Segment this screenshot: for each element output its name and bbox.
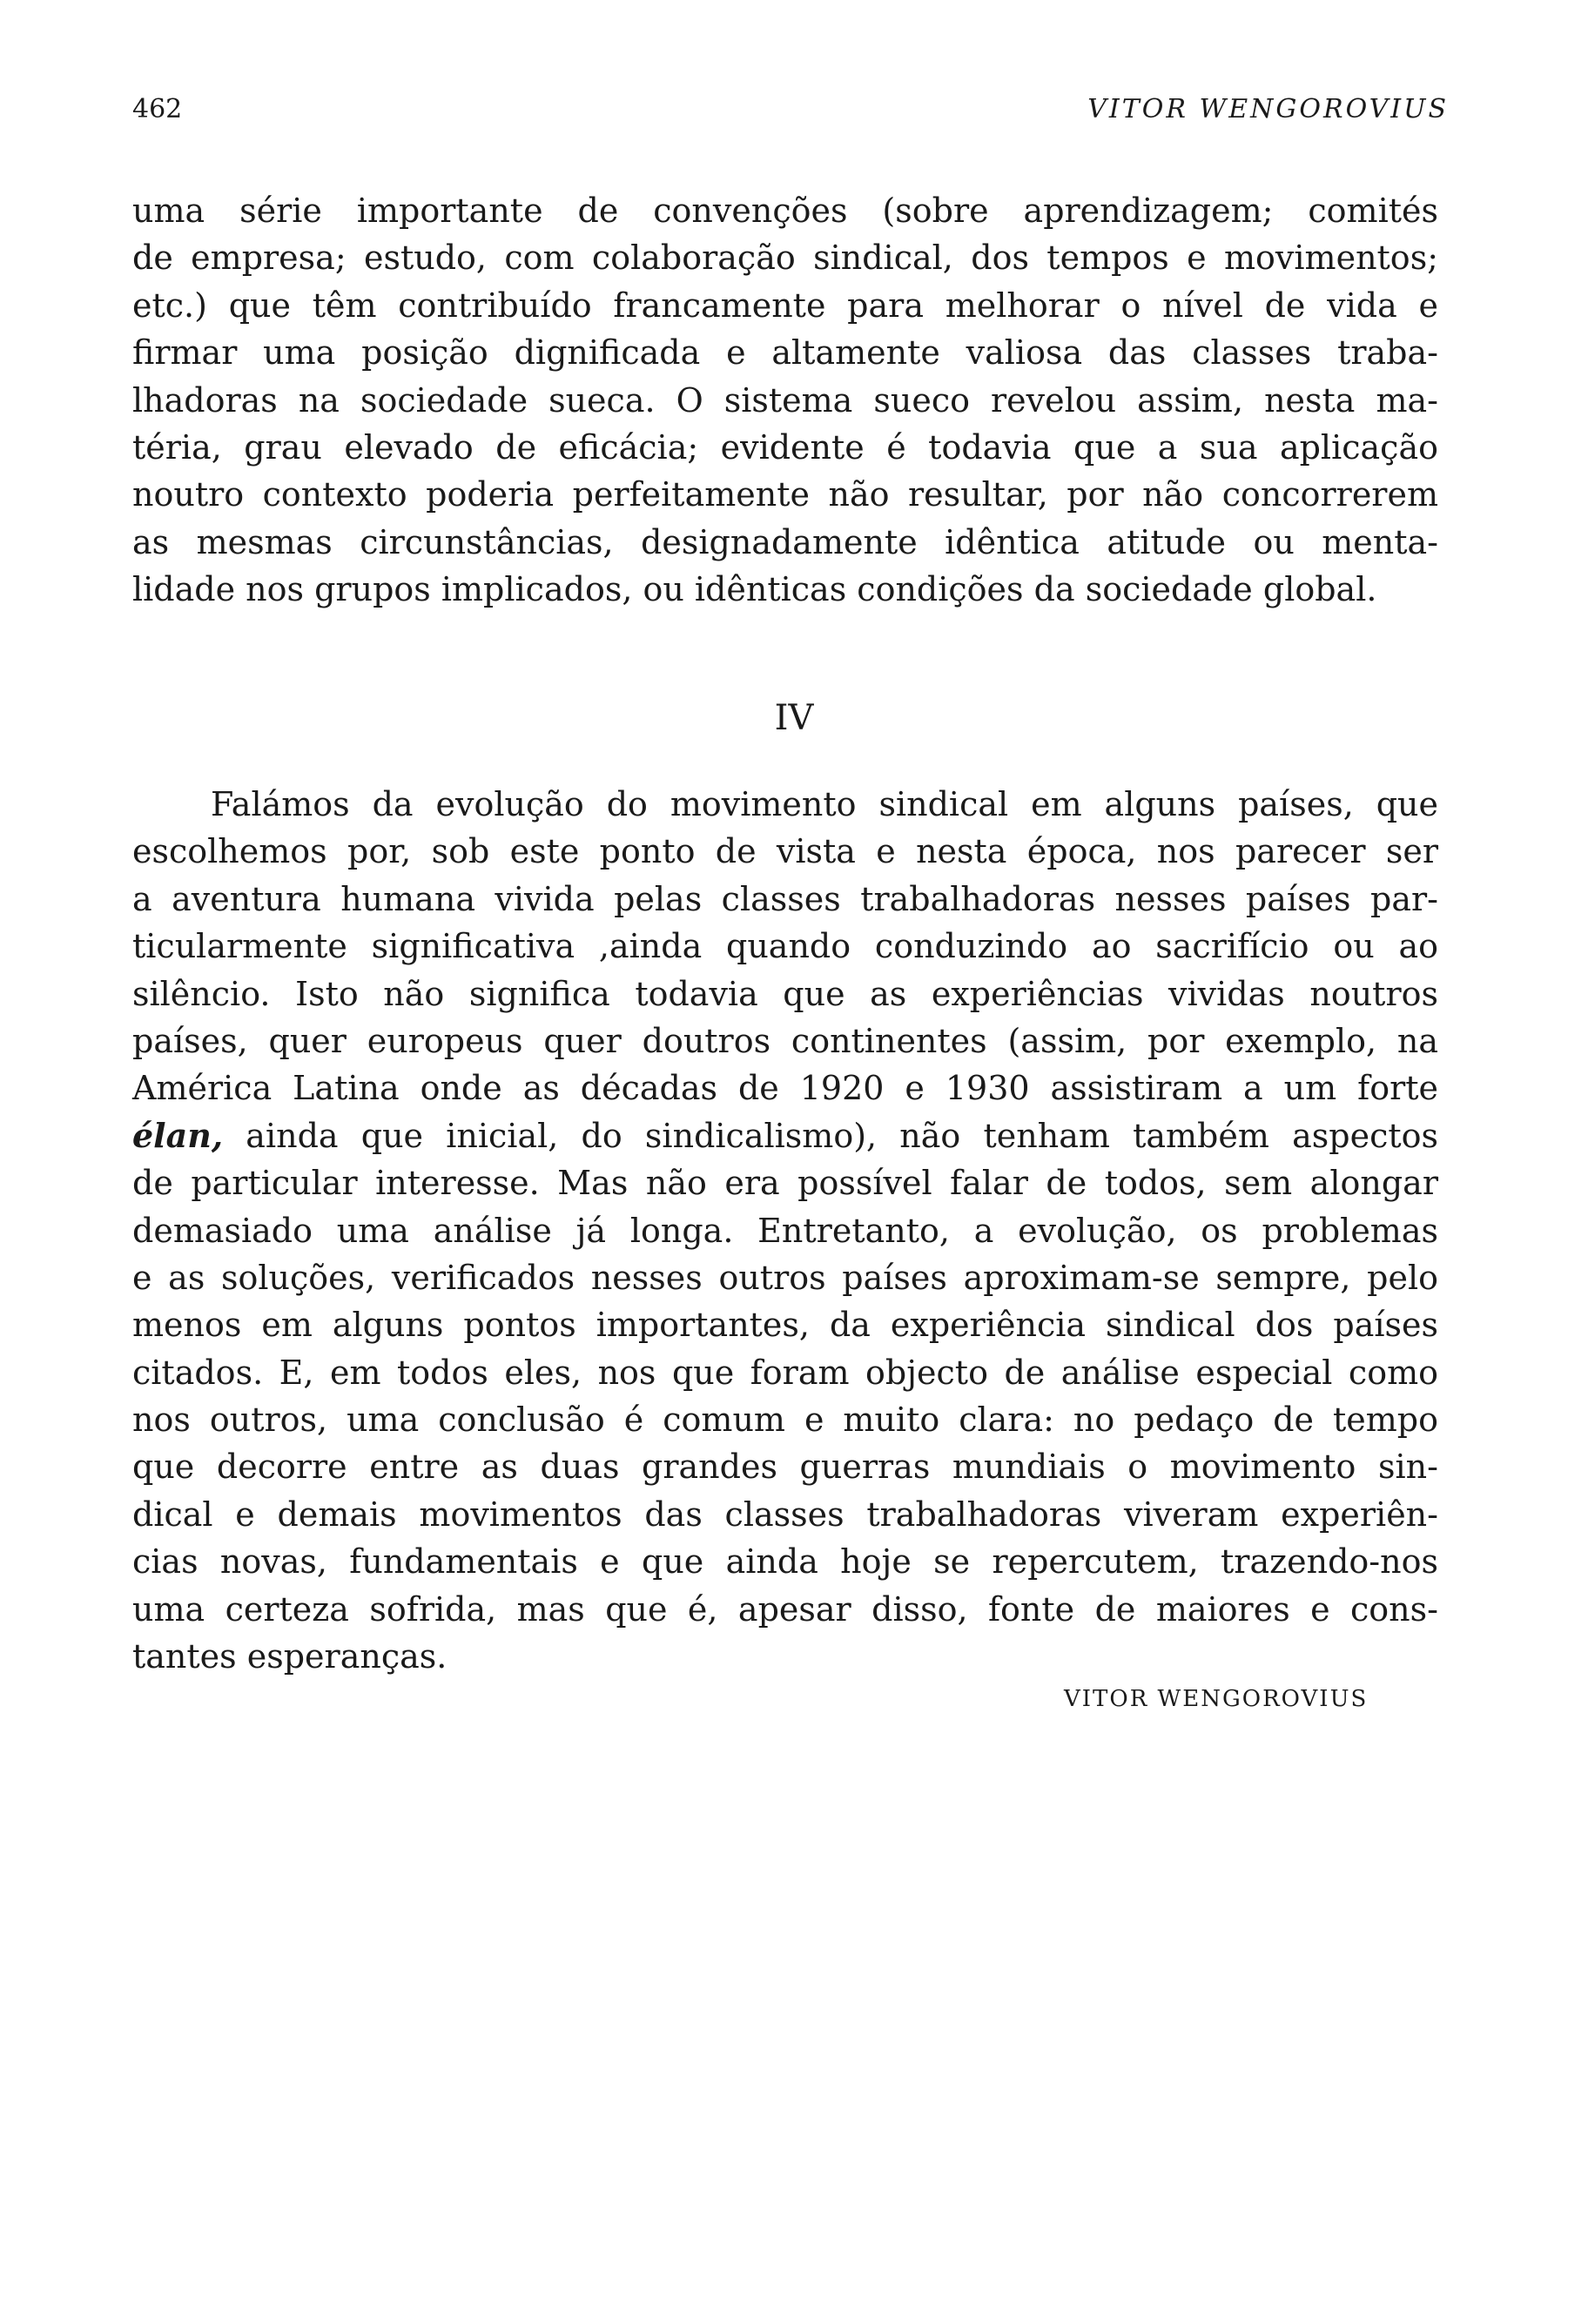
text-line: noutro contexto poderia perfeitamente não resultar, por não concorrerem: [132, 475, 1438, 514]
text-line: demasiado uma análise já longa. Entretanto, a evolução, os problemas: [132, 1211, 1438, 1250]
text-line: América Latina onde as décadas de 1920 e 1930 assistiram a um forte: [132, 1069, 1438, 1108]
text-line: silêncio. Isto não significa todavia que as experiências vividas noutros: [132, 974, 1438, 1013]
header-author: VITOR WENGOROVIUS: [1087, 94, 1449, 124]
running-header: [132, 94, 1449, 129]
paragraph-1: [132, 187, 1438, 614]
text-line: firmar uma posição dignificada e altamente valiosa das classes traba-: [132, 333, 1438, 373]
italic-word-elan: élan,: [132, 1115, 224, 1155]
text-line: nos outros, uma conclusão é comum e muito clara: no pedaço de tempo: [132, 1400, 1438, 1440]
text-line: cias novas, fundamentais e que ainda hoje se repercutem, trazendo-nos: [132, 1542, 1438, 1582]
paragraph-2: [132, 781, 1438, 1680]
text-line: tantes esperanças.: [132, 1637, 447, 1676]
author-signature: VITOR WENGOROVIUS: [1064, 1686, 1369, 1712]
text-line-elan: [132, 1112, 1438, 1159]
text-line: que decorre entre as duas grandes guerras mundiais o movimento sin-: [132, 1447, 1438, 1487]
text-line: de empresa; estudo, com colaboração sindical, dos tempos e movimentos;: [132, 238, 1438, 278]
text-line: etc.) que têm contribuído francamente para melhorar o nível de vida e: [132, 285, 1438, 325]
section-heading: IV: [774, 698, 814, 738]
text-line: e as soluções, verificados nesses outros países aproximam-se sempre, pelo: [132, 1258, 1438, 1297]
text-line-rest: ainda que inicial, do sindicalismo), não tenham também aspectos: [223, 1116, 1438, 1155]
text-line: as mesmas circunstâncias, designadamente idêntica atitude ou menta-: [132, 522, 1438, 561]
text-line: menos em alguns pontos importantes, da experiência sindical dos países: [132, 1306, 1438, 1345]
text-line: de particular interesse. Mas não era possível falar de todos, sem alongar: [132, 1164, 1438, 1203]
text-line: citados. E, em todos eles, nos que foram objecto de análise especial como: [132, 1353, 1438, 1392]
text-line: escolhemos por, sob este ponto de vista e nesta época, nos parecer ser: [132, 832, 1438, 871]
text-line: países, quer europeus quer doutros continentes (assim, por exemplo, na: [132, 1021, 1438, 1060]
text-line: lidade nos grupos implicados, ou idênticas condições da sociedade global.: [132, 570, 1377, 609]
text-line: lhadoras na sociedade sueca. O sistema sueco revelou assim, nesta ma-: [132, 380, 1438, 420]
text-line: uma certeza sofrida, mas que é, apesar disso, fonte de maiores e cons-: [132, 1589, 1438, 1629]
text-line: dical e demais movimentos das classes trabalhadoras viveram experiên-: [132, 1494, 1438, 1534]
text-line: uma série importante de convenções (sobre aprendizagem; comités: [132, 191, 1438, 230]
text-line: a aventura humana vivida pelas classes trabalhadoras nesses países par-: [132, 879, 1438, 918]
text-line: ticularmente significativa ,ainda quando conduzindo ao sacrifício ou ao: [132, 927, 1438, 966]
text-line: Falámos da evolução do movimento sindical em alguns países, que: [211, 785, 1438, 823]
page-number: 462: [132, 94, 183, 124]
text-line: téria, grau elevado de eficácia; evidente é todavia que a sua aplicação: [132, 427, 1438, 467]
